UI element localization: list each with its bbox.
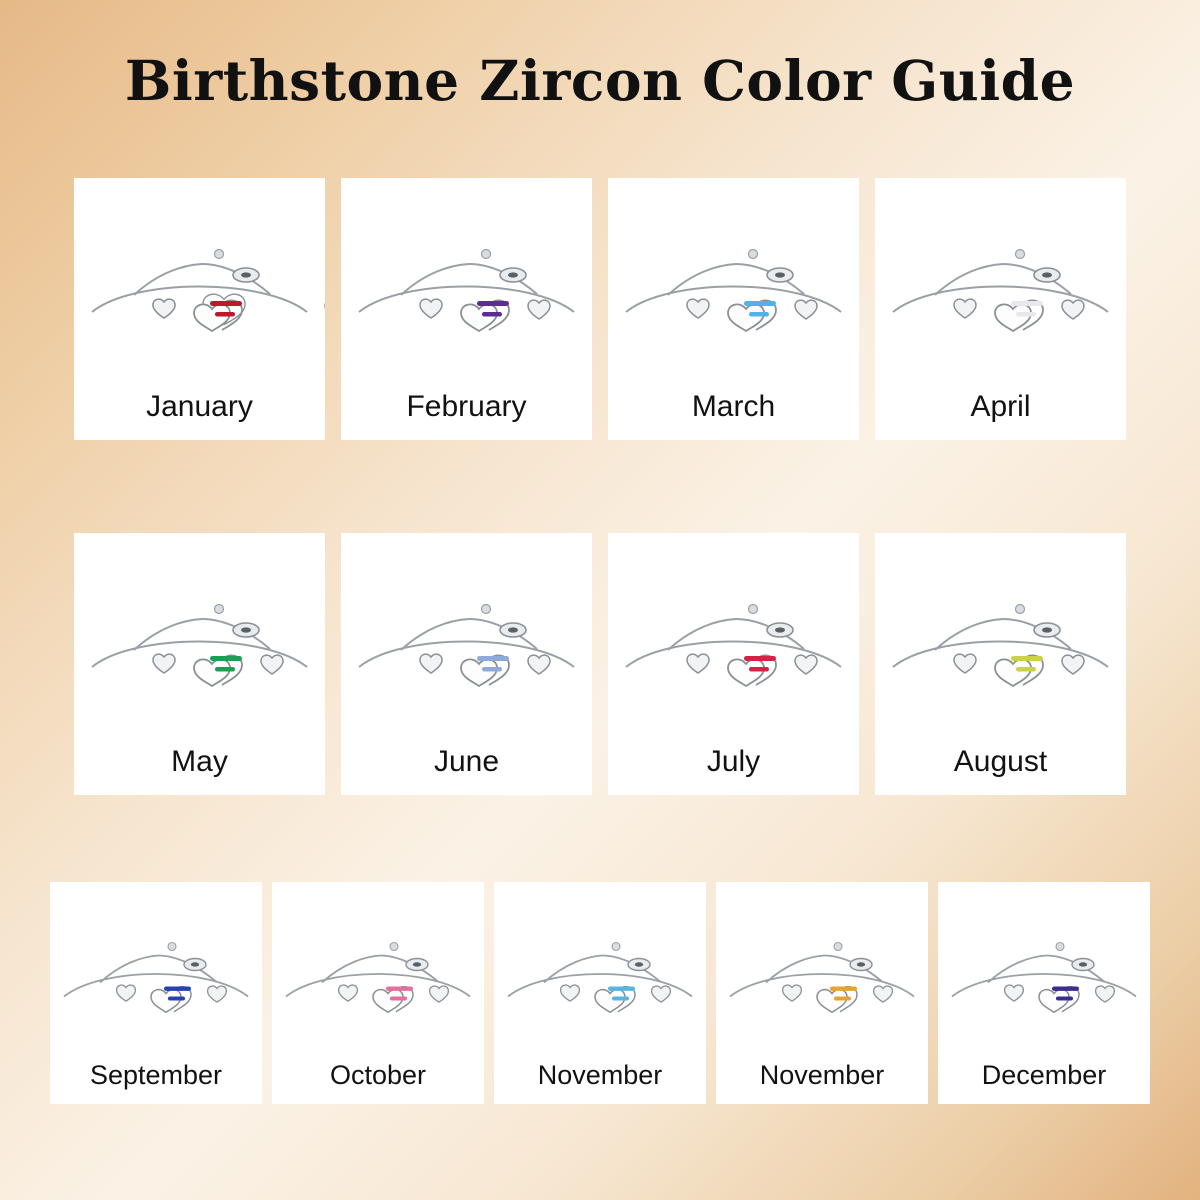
bracelet-photo-november-topaz [494, 882, 706, 1062]
month-label: December [981, 1060, 1107, 1090]
month-label: July [706, 745, 761, 778]
birthstone-card-august[interactable] [875, 533, 1126, 795]
month-label: February [406, 390, 527, 423]
bracelet-photo-march [608, 178, 859, 392]
birthstone-card-december[interactable] [938, 882, 1150, 1104]
birthstone-card-january[interactable] [74, 178, 325, 440]
bracelet-photo-may [74, 533, 325, 747]
month-label: June [433, 745, 500, 778]
birthstone-card-may[interactable] [74, 533, 325, 795]
month-label: November [537, 1060, 663, 1090]
bracelet-photo-june [341, 533, 592, 747]
bracelet-photo-august [875, 533, 1126, 747]
month-label: October [329, 1060, 427, 1090]
bracelet-photo-december [938, 882, 1150, 1062]
birthstone-card-march[interactable] [608, 178, 859, 440]
month-label: September [89, 1060, 223, 1090]
birthstone-card-september[interactable] [50, 882, 262, 1104]
month-label: January [146, 390, 253, 423]
bracelet-photo-november-citrine [716, 882, 928, 1062]
bracelet-photo-april [875, 178, 1126, 392]
birthstone-card-november-citrine[interactable] [716, 882, 928, 1104]
birthstone-row-3 [0, 882, 1200, 1104]
month-label: April [970, 390, 1031, 423]
bracelet-photo-october [272, 882, 484, 1062]
page-title: Birthstone Zircon Color Guide [124, 48, 1076, 113]
month-label: November [759, 1060, 885, 1090]
bracelet-photo-january [74, 178, 325, 392]
bracelet-photo-february [341, 178, 592, 392]
birthstone-card-february[interactable] [341, 178, 592, 440]
month-label: August [953, 745, 1048, 778]
month-label: March [691, 390, 776, 423]
month-label: May [171, 745, 228, 778]
birthstone-card-october[interactable] [272, 882, 484, 1104]
birthstone-card-april[interactable] [875, 178, 1126, 440]
birthstone-card-november-topaz[interactable] [494, 882, 706, 1104]
bracelet-photo-july [608, 533, 859, 747]
birthstone-row-1 [0, 178, 1200, 440]
bracelet-photo-september [50, 882, 262, 1062]
birthstone-card-june[interactable] [341, 533, 592, 795]
birthstone-card-july[interactable] [608, 533, 859, 795]
birthstone-row-2 [0, 533, 1200, 795]
